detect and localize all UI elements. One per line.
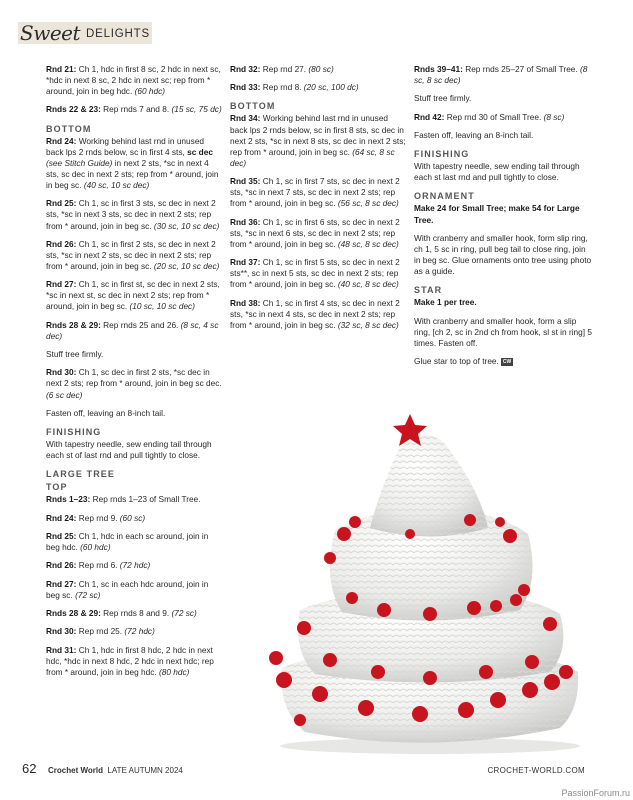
crochet-tree-photo <box>260 410 590 755</box>
pattern-step: Rnd 33: Rep rnd 8. (20 sc, 100 dc) <box>230 82 359 93</box>
heading-bottom: BOTTOM <box>230 101 276 112</box>
pattern-step: Rnd 37: Ch 1, sc in first 5 sts, sc dec in next 2 sts**, sc in next 5 sts, sc dec in next 2 sts; rep from * around, join in beg sc. (40 sc, 8 sc dec) <box>230 257 400 290</box>
instruction-bold: Make 24 for Small Tree; make 54 for Large Tree. <box>414 203 580 225</box>
heading-ornament: ORNAMENT <box>414 191 475 202</box>
section-header <box>18 21 150 45</box>
instruction: Fasten off, leaving an 8-inch tail. <box>414 129 534 140</box>
instruction: Stuff tree firmly. <box>46 349 104 360</box>
instruction: With cranberry and smaller hook, form a slip ring, [ch 2, sc in 2nd ch from hook, sl st in ring] 5 times. Fasten off. <box>414 315 593 348</box>
pattern-step: Rnd 34: Working behind last rnd in unused back lps 2 rnds below, sc in first 8 sts, sc dec in next 2 sts, *sc in next 8 sts, sc dec in next 2 sts; rep from * around, join in beg sc. (64 sc, 8 sc dec) <box>230 113 406 168</box>
pattern-step: Rnds 39–41: Rep rnds 25–27 of Small Tree. (8 sc, 8 sc dec) <box>414 64 588 86</box>
pattern-step: Rnd 25: Ch 1, hdc in each sc around, join in beg hdc. (60 hdc) <box>46 530 209 553</box>
instruction: With tapestry needle, sew ending tail through each st last rnd and pull tightly to close. <box>414 161 580 183</box>
heading-top: TOP <box>46 482 68 493</box>
pattern-step: Rnd 26: Rep rnd 6. (72 hdc) <box>46 560 151 571</box>
instruction: Glue star to top of tree. CW <box>414 356 512 366</box>
pattern-step: Rnd 38: Ch 1, sc in first 4 sts, sc dec in next 2 sts, *sc in next 4 sts, sc dec in next 2 sts; rep from * around, join in beg sc. (32 sc, 8 sc dec) <box>230 297 400 330</box>
section-title-script: Sweet <box>20 21 81 45</box>
pattern-step: Rnd 42: Rep rnd 30 of Small Tree. (8 sc) <box>414 111 565 122</box>
text-column-2 <box>230 64 406 338</box>
pattern-step: Rnd 36: Ch 1, sc in first 6 sts, sc dec in next 2 sts, *sc in next 6 sts, sc dec in next 2 sts; rep from * around, join in beg sc. (48 sc, 8 sc dec) <box>230 216 400 249</box>
heading-finishing: FINISHING <box>46 426 102 437</box>
pattern-step: Rnd 26: Ch 1, sc in first 2 sts, sc dec in next 2 sts, *sc in next 2 sts, sc dec in next 2 sts; rep from * around, join in beg sc. (20 sc, 10 sc dec) <box>46 238 220 271</box>
pattern-step: Rnd 24: Rep rnd 9. (60 sc) <box>46 512 146 523</box>
instruction: With cranberry and smaller hook, form slip ring, ch 1, 5 sc in ring, pull beg tail to close ring, join in beg sc. Glue ornaments onto tree using photo as a guide. <box>414 232 592 277</box>
instruction: Stuff tree firmly. <box>414 93 472 104</box>
instruction: With tapestry needle, sew ending tail through each st of last rnd and pull tightly to close. <box>46 439 212 461</box>
heading-finishing: FINISHING <box>414 149 470 160</box>
pattern-step: Rnds 28 & 29: Rep rnds 25 and 26. (8 sc, 4 sc dec) <box>46 319 219 341</box>
end-mark-icon: CW <box>502 358 512 365</box>
page-number: 62 <box>22 761 37 776</box>
heading-star: STAR <box>414 285 443 296</box>
page-footer <box>18 761 593 778</box>
pattern-step: Rnd 30: Ch 1, sc dec in first 2 sts, *sc dec in next 2 sts; rep from * around, join in beg sc dec. (6 sc dec) <box>46 367 222 400</box>
pattern-step: Rnd 30: Rep rnd 25. (72 hdc) <box>46 626 155 637</box>
pattern-step: Rnds 22 & 23: Rep rnds 7 and 8. (15 sc, 75 dc) <box>46 104 222 115</box>
watermark: PassionForum.ru <box>561 788 630 798</box>
text-column-3 <box>414 64 594 374</box>
pattern-step: Rnds 1–23: Rep rnds 1–23 of Small Tree. <box>46 494 201 505</box>
pattern-step: Rnd 21: Ch 1, hdc in first 8 sc, 2 hdc in next sc, *hdc in next 8 sc, 2 hdc in next sc; rep from * around, join in beg hdc. (60 hdc) <box>46 64 221 97</box>
pattern-step: Rnd 32: Rep rnd 27. (80 sc) <box>230 64 334 74</box>
pattern-step: Rnd 25: Ch 1, sc in first 3 sts, sc dec in next 2 sts, *sc in next 3 sts, sc dec in next 2 sts; rep from * around, join in beg sc. (30 sc, 10 sc dec) <box>46 198 220 231</box>
instruction: Fasten off, leaving an 8-inch tail. <box>46 407 166 418</box>
text-column-1 <box>46 64 222 685</box>
website-url: CROCHET-WORLD.COM <box>487 766 585 775</box>
pattern-step: Rnd 31: Ch 1, hdc in first 8 hdc, 2 hdc in next hdc, *hdc in next 8 hdc, 2 hdc in next hdc; rep from * around, join in beg hdc. (80 hdc) <box>46 644 214 677</box>
section-title-caps: DELIGHTS <box>86 28 150 40</box>
instruction-bold: Make 1 per tree. <box>414 297 477 308</box>
pattern-step: Rnd 24: Working behind last rnd in unused back lps 2 rnds below, sc in first 4 sts, sc dec (see Stitch Guide) in next 2 sts, *sc in next 4 sts, sc dec in next 2 sts; rep from * around, join in beg sc. (40 sc, 10 sc dec) <box>46 135 219 191</box>
pattern-step: Rnd 27: Ch 1, sc in first st, sc dec in next 2 sts, *sc in next st, sc dec in next 2 sts; rep from * around, join in beg sc. (10 sc, 10 sc dec) <box>46 279 220 312</box>
pattern-step: Rnd 27: Ch 1, sc in each hdc around, join in beg sc. (72 sc) <box>46 578 209 600</box>
pattern-step: Rnds 28 & 29: Rep rnds 8 and 9. (72 sc) <box>46 608 197 618</box>
heading-bottom: BOTTOM <box>46 123 92 134</box>
pattern-step: Rnd 35: Ch 1, sc in first 7 sts, sc dec in next 2 sts, *sc in next 7 sts, sc dec in next 2 sts; rep from * around, join in beg sc. (56 sc, 8 sc dec) <box>230 176 400 209</box>
magazine-issue: Crochet World LATE AUTUMN 2024 <box>48 766 183 775</box>
heading-large-tree: LARGE TREE <box>46 469 116 480</box>
